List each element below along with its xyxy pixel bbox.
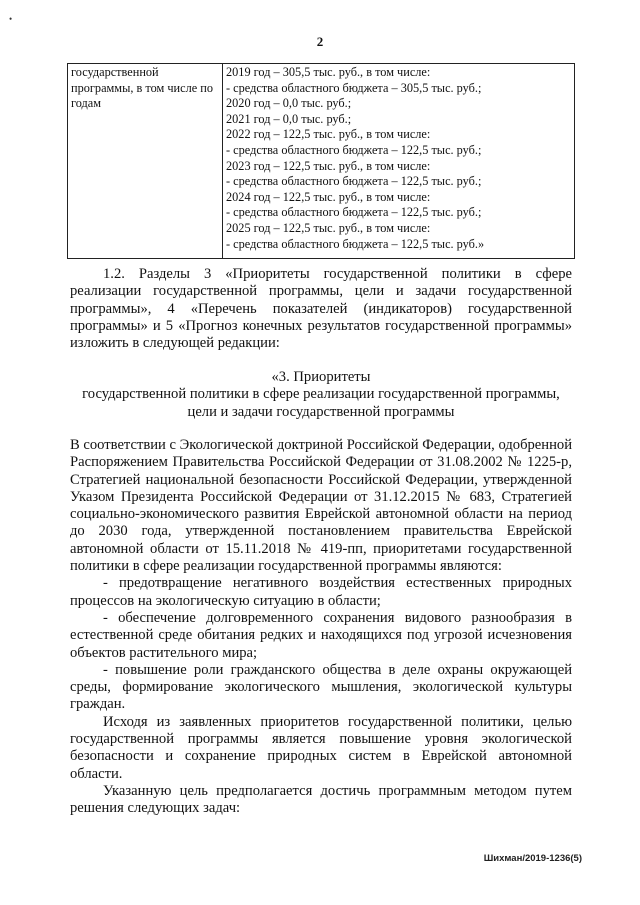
table-values-cell	[223, 64, 575, 259]
section-heading-line: «3. Приоритеты	[271, 369, 371, 385]
funding-line: 2020 год – 0,0 тыс. руб.;	[226, 96, 352, 111]
funding-line: - средства областного бюджета – 122,5 тыс. руб.;	[226, 142, 482, 157]
intro-block	[70, 266, 572, 352]
priority-item: - предотвращение негативного воздействия естественных природных процессов на экологическую ситуацию в области;	[70, 575, 572, 609]
funding-line: - средства областного бюджета – 305,5 тыс. руб.;	[226, 80, 482, 95]
funding-line: 2021 год – 0,0 тыс. руб.;	[226, 111, 352, 126]
body-paragraph: Исходя из заявленных приоритетов государственной политики, целью государственной программы является повышение уровня экологической безопасности и сохранение природных систем в Еврейской автономной области.	[70, 713, 572, 782]
section-heading-line: государственной политики в сфере реализации государственной программы,	[82, 386, 560, 403]
funding-line: 2022 год – 122,5 тыс. руб., в том числе:	[226, 127, 431, 142]
funding-line: - средства областного бюджета – 122,5 тыс. руб.»	[226, 236, 485, 251]
table-row	[68, 64, 575, 259]
intro-paragraph: 1.2. Разделы 3 «Приоритеты государственной политики в сфере реализации государственной программы, цели и задачи государственной программы», 4 «Перечень показателей (индикаторов) государственной программы» и 5 «Прогноз конечных результатов государственной программы» изложить в следующей редакции:	[70, 266, 572, 352]
stray-mark: •	[9, 14, 13, 24]
body-paragraph: В соответствии с Экологической доктриной Российской Федерации, одобренной Распоряжением Правительства Российской Федерации от 31.08.2002 № 1225-р, Стратегией национальной безопасности Российской Федерации, утвержденной Указом Президента Российской Федерации от 31.12.2015 № 683, Стратегией социально-экономического развития Еврейской автономной области на период до 2030 года, утвержденной постановлением правительства Еврейской автономной области от 15.11.2018 № 419-пп, приоритетами государственной политики в сфере реализации государственной программы являются:	[70, 437, 573, 575]
funding-line: 2025 год – 122,5 тыс. руб., в том числе:	[226, 220, 431, 235]
document-code: Шихман/2019-1236(5)	[483, 853, 582, 864]
priority-item: - повышение роли гражданского общества в деле охраны окружающей среды, формирование экологического мышления, экологической культуры граждан.	[70, 661, 572, 713]
funding-line: - средства областного бюджета – 122,5 тыс. руб.;	[226, 205, 482, 220]
funding-line: 2023 год – 122,5 тыс. руб., в том числе:	[226, 158, 431, 173]
funding-table	[67, 63, 575, 259]
section-heading-line: цели и задачи государственной программы	[187, 403, 455, 420]
table-label-cell: государственной программы, в том числе по годам	[68, 64, 223, 259]
funding-line: - средства областного бюджета – 122,5 тыс. руб.;	[226, 174, 482, 189]
body-paragraph: Указанную цель предполагается достичь программным методом путем решения следующих задач:	[70, 782, 572, 817]
section-heading	[70, 369, 572, 421]
funding-line: 2024 год – 122,5 тыс. руб., в том числе:	[226, 189, 431, 204]
section-body	[70, 437, 572, 818]
priority-item: - обеспечение долговременного сохранения видового разнообразия в естественной среде обитания редких и находящихся под угрозой исчезновения объектов растительного мира;	[70, 609, 572, 661]
page-number: 2	[316, 34, 324, 49]
funding-line: 2019 год – 305,5 тыс. руб., в том числе:	[226, 65, 431, 79]
